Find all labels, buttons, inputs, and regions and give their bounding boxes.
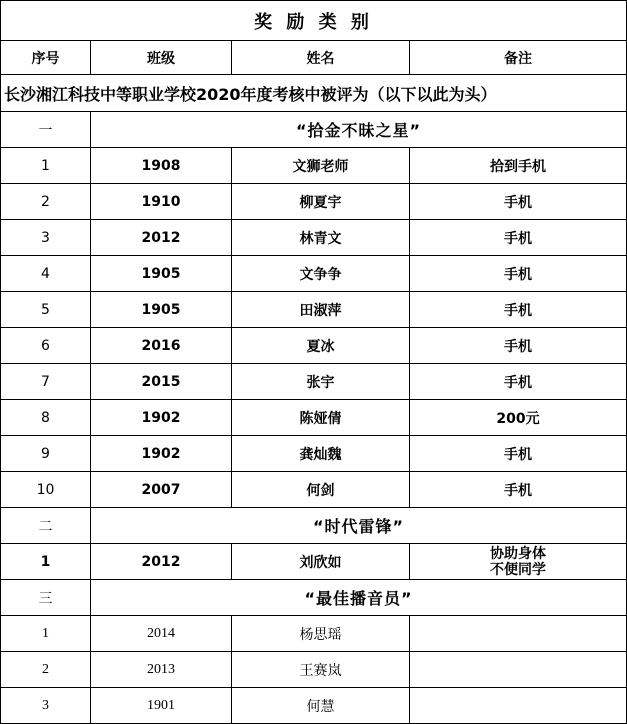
header-no: 序号 [1,41,91,75]
cell-class: 1901 [91,688,232,724]
cell-class: 2016 [91,328,232,364]
cell-class: 2015 [91,364,232,400]
section-header-row [1,580,627,616]
cell-class: 1905 [91,292,232,328]
cell-name: 何慧 [232,688,410,724]
note-row [1,75,627,112]
cell-class: 1910 [91,184,232,220]
cell-name: 文狮老师 [232,148,410,184]
header-remark: 备注 [410,41,627,75]
cell-name: 文争争 [232,256,410,292]
cell-class: 1902 [91,436,232,472]
cell-no: 4 [1,256,91,292]
cell-name: 柳夏宇 [232,184,410,220]
table-row [1,256,627,292]
cell-remark: 拾到手机 [410,148,627,184]
cell-no: 3 [1,688,91,724]
table-row [1,364,627,400]
section-name: “拾金不昧之星” [91,112,627,148]
cell-name: 林青文 [232,220,410,256]
table-row [1,544,627,580]
section-index: 二 [1,508,91,544]
cell-no: 2 [1,652,91,688]
header-name: 姓名 [232,41,410,75]
cell-no: 5 [1,292,91,328]
cell-no: 9 [1,436,91,472]
remark-line: 不便同学 [490,561,546,578]
cell-no: 6 [1,328,91,364]
cell-no: 7 [1,364,91,400]
table-row [1,292,627,328]
section-name: “最佳播音员” [91,580,627,616]
header-class: 班级 [91,41,232,75]
table-row [1,688,627,724]
cell-remark [410,544,627,580]
cell-class: 2013 [91,652,232,688]
section-index: 一 [1,112,91,148]
title-row [1,1,627,41]
cell-name: 田淑萍 [232,292,410,328]
section-header-row [1,112,627,148]
cell-remark [410,652,627,688]
cell-name: 陈娅倩 [232,400,410,436]
cell-name: 龚灿魏 [232,436,410,472]
cell-remark: 200元 [410,400,627,436]
cell-no: 1 [1,544,91,580]
cell-no: 2 [1,184,91,220]
cell-class: 1902 [91,400,232,436]
cell-remark: 手机 [410,328,627,364]
cell-class: 1905 [91,256,232,292]
cell-class: 2012 [91,220,232,256]
cell-name: 张宇 [232,364,410,400]
cell-class: 1908 [91,148,232,184]
cell-remark: 手机 [410,256,627,292]
section-name: “时代雷锋” [91,508,627,544]
cell-remark [410,616,627,652]
cell-name: 王赛岚 [232,652,410,688]
table-row [1,436,627,472]
table-row [1,184,627,220]
remark-line: 协助身体 [490,545,546,562]
table-row [1,400,627,436]
cell-remark: 手机 [410,220,627,256]
cell-no: 10 [1,472,91,508]
cell-name: 夏冰 [232,328,410,364]
cell-name: 何剑 [232,472,410,508]
cell-no: 1 [1,148,91,184]
section-header-row [1,508,627,544]
cell-remark: 手机 [410,364,627,400]
table-row [1,652,627,688]
cell-class: 2014 [91,616,232,652]
cell-class: 2012 [91,544,232,580]
header-row [1,41,627,75]
cell-remark [410,688,627,724]
school-note: 长沙湘江科技中等职业学校2020年度考核中被评为（以下以此为头） [1,75,627,112]
cell-class: 2007 [91,472,232,508]
cell-no: 3 [1,220,91,256]
cell-remark: 手机 [410,472,627,508]
cell-remark: 手机 [410,184,627,220]
section-index: 三 [1,580,91,616]
cell-name: 杨思瑶 [232,616,410,652]
cell-remark: 手机 [410,292,627,328]
table-title: 奖 励 类 别 [1,1,627,41]
table-row [1,616,627,652]
table-row [1,220,627,256]
cell-no: 8 [1,400,91,436]
cell-name: 刘欣如 [232,544,410,580]
cell-no: 1 [1,616,91,652]
cell-remark: 手机 [410,436,627,472]
table-row [1,328,627,364]
table-row [1,148,627,184]
table-row [1,472,627,508]
